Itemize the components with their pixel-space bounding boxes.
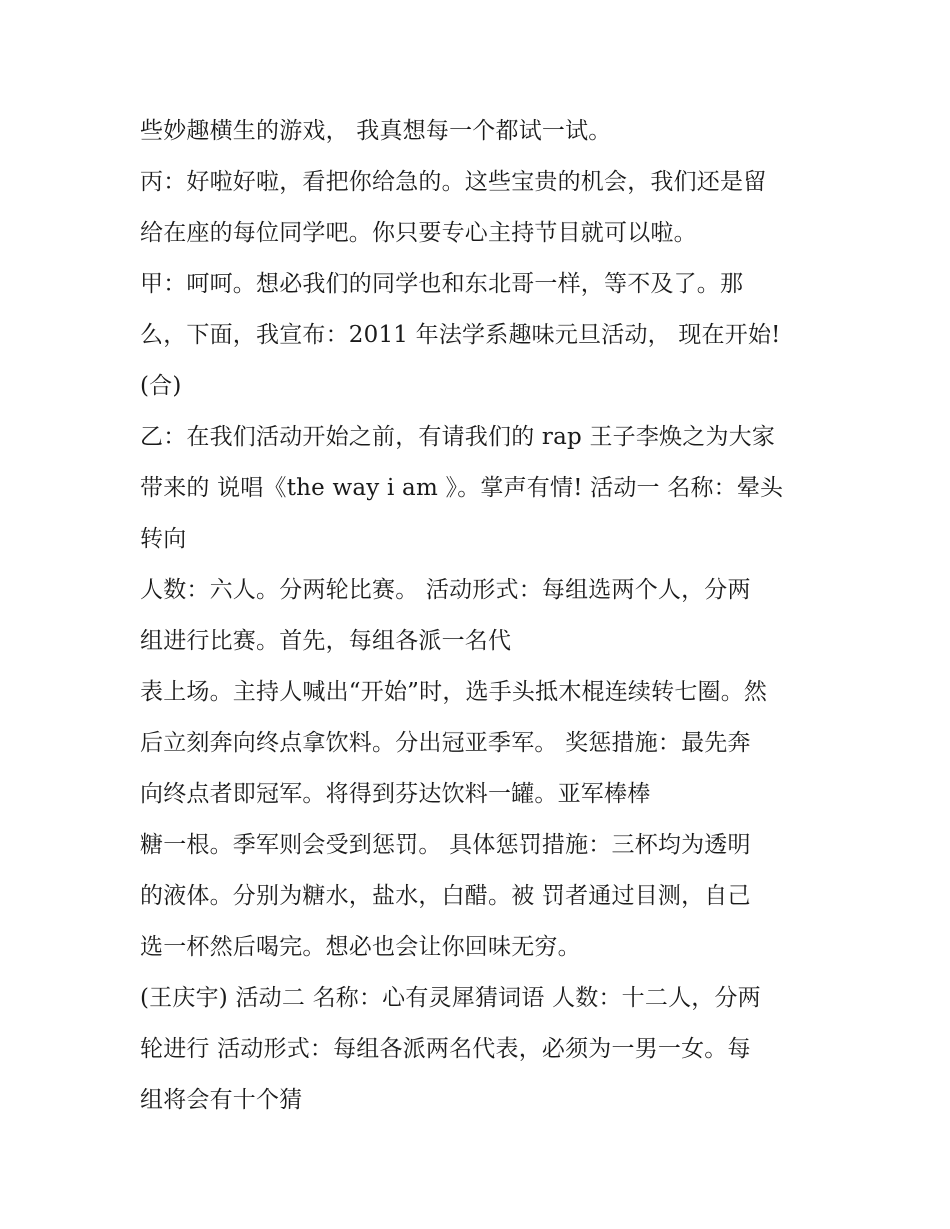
text-line: 些妙趣横生的游戏， 我真想每一个都试一试。 [140,118,612,144]
text-line: 甲：呵呵。想必我们的同学也和东北哥一样，等不及了。那 [140,271,744,297]
text-line: 转向 [140,526,187,552]
text-line: 轮进行 活动形式：每组各派两名代表，必须为一男一女。每 [140,1036,751,1062]
text-line: 给在座的每位同学吧。你只要专心主持节目就可以啦。 [140,220,697,246]
text-line: (王庆宇) 活动二 名称：心有灵犀猜词语 人数：十二人，分两 [140,985,761,1011]
text-line: 带来的 说唱《the way i am 》。掌声有情! 活动一 名称：晕头 [140,475,784,501]
text-line: 的液体。分别为糖水，盐水，白醋。被 罚者通过目测，自己 [140,883,751,909]
text-line: 选一杯然后喝完。想必也会让你回味无穷。 [140,934,581,960]
text-line: 人数：六人。分两轮比赛。 活动形式：每组选两个人，分两 [140,577,751,603]
document-body [140,106,820,1126]
text-line: 组将会有十个猜 [140,1087,303,1113]
text-line: 乙：在我们活动开始之前，有请我们的 rap 王子李焕之为大家 [140,424,776,450]
text-line: 表上场。主持人喊出“开始”时，选手头抵木棍连续转七圈。然 [140,679,768,705]
text-line: 向终点者即冠军。将得到芬达饮料一罐。亚军棒棒 [140,781,651,807]
text-line: 糖一根。季军则会受到惩罚。 具体惩罚措施：三杯均为透明 [140,832,751,858]
text-line: (合) [140,373,182,399]
text-line: 组进行比赛。首先，每组各派一名代 [140,628,512,654]
text-line: 后立刻奔向终点拿饮料。分出冠亚季军。 奖惩措施：最先奔 [140,730,751,756]
text-line: 么，下面，我宣布：2011 年法学系趣味元旦活动， 现在开始! [140,322,781,348]
text-line: 丙：好啦好啦，看把你给急的。这些宝贵的机会，我们还是留 [140,169,767,195]
